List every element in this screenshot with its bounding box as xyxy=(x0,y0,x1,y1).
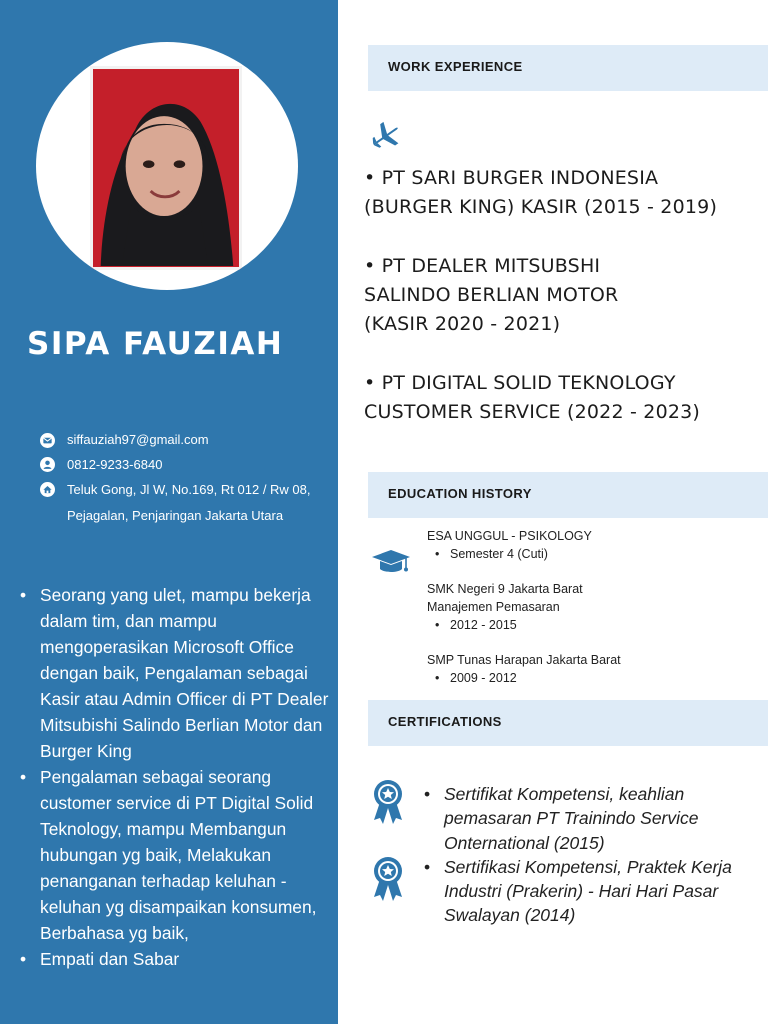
profile-summary xyxy=(18,582,334,972)
work-item-line: • PT DIGITAL SOLID TEKNOLOGY xyxy=(364,372,676,394)
work-item xyxy=(364,252,764,339)
education-period: • 2012 - 2015 xyxy=(427,616,757,634)
contact-phone xyxy=(40,453,336,478)
work-item-line: • PT SARI BURGER INDONESIA xyxy=(364,167,659,189)
address-line-2: Pejagalan, Penjaringan Jakarta Utara xyxy=(67,508,284,523)
work-item-line: (KASIR 2020 - 2021) xyxy=(364,313,561,335)
summary-item: • Seorang yang ulet, mampu bekerja dalam tim, dan mampu mengoperasikan Microsoft Office dengan baik, Pengalaman sebagai Kasir atau Admin Officer di PT Dealer Mitsubishi Salindo Berlian Motor dan Burger King xyxy=(18,582,334,764)
address-line-1: Teluk Gong, Jl W, No.169, Rt 012 / Rw 08, xyxy=(67,482,311,497)
education-header xyxy=(368,472,768,518)
contact-address xyxy=(40,477,336,529)
school-name: SMK Negeri 9 Jakarta Barat xyxy=(427,582,583,596)
certifications-list xyxy=(424,782,754,928)
phone-text[interactable]: 0812-9233-6840 xyxy=(67,456,163,472)
education-period: • Semester 4 (Cuti) xyxy=(427,545,757,563)
envelope-icon xyxy=(40,428,58,452)
home-icon xyxy=(40,477,58,501)
education-item xyxy=(427,527,757,563)
graduation-cap-icon xyxy=(370,548,412,576)
candidate-name: SIPA FAUZIAH xyxy=(27,326,284,362)
certification-item: • Sertifikat Kompetensi, keahlian pemasaran PT Trainindo Service Onternational (2015) xyxy=(424,782,754,855)
work-experience-header xyxy=(368,45,768,91)
work-experience-title: WORK EXPERIENCE xyxy=(388,59,523,74)
certification-item: • Sertifikasi Kompetensi, Praktek Kerja Industri (Prakerin) - Hari Hari Pasar Swalayan (2014) xyxy=(424,855,754,928)
portrait-image xyxy=(93,69,239,267)
summary-item: • Empati dan Sabar xyxy=(18,946,334,972)
work-item-line: • PT DEALER MITSUBSHI xyxy=(364,255,601,277)
school-name: ESA UNGGUL - PSIKOLOGY xyxy=(427,529,592,543)
school-name: SMP Tunas Harapan Jakarta Barat xyxy=(427,653,621,667)
award-ribbon-icon xyxy=(371,855,405,903)
education-title: EDUCATION HISTORY xyxy=(388,486,532,501)
work-item xyxy=(364,369,764,427)
airplane-icon xyxy=(368,118,404,154)
school-major: Manajemen Pemasaran xyxy=(427,600,560,614)
certifications-header xyxy=(368,700,768,746)
education-item xyxy=(427,651,757,687)
profile-photo-frame xyxy=(36,42,298,290)
work-item-line: CUSTOMER SERVICE (2022 - 2023) xyxy=(364,401,701,423)
work-item-line: SALINDO BERLIAN MOTOR xyxy=(364,284,619,306)
address-text xyxy=(67,477,336,529)
summary-item: • Pengalaman sebagai seorang customer service di PT Digital Solid Teknology, mampu Membangun hubungan yg baik, Melakukan penanganan terhadap keluhan - keluhan yg disampaikan konsumen, Berbahasa yg baik, xyxy=(18,764,334,946)
work-item-line: (BURGER KING) KASIR (2015 - 2019) xyxy=(364,196,718,218)
sidebar xyxy=(0,0,338,1024)
profile-photo xyxy=(90,66,242,270)
user-circle-icon xyxy=(40,453,58,477)
work-item xyxy=(364,164,764,222)
contact-email xyxy=(40,428,336,453)
certifications-title: CERTIFICATIONS xyxy=(388,714,502,729)
education-list xyxy=(427,527,757,704)
work-experience-list xyxy=(364,164,764,457)
email-text[interactable]: siffauziah97@gmail.com xyxy=(67,432,209,447)
contact-info xyxy=(40,428,336,529)
award-ribbon-icon xyxy=(371,778,405,826)
education-item xyxy=(427,580,757,634)
education-period: • 2009 - 2012 xyxy=(427,669,757,687)
